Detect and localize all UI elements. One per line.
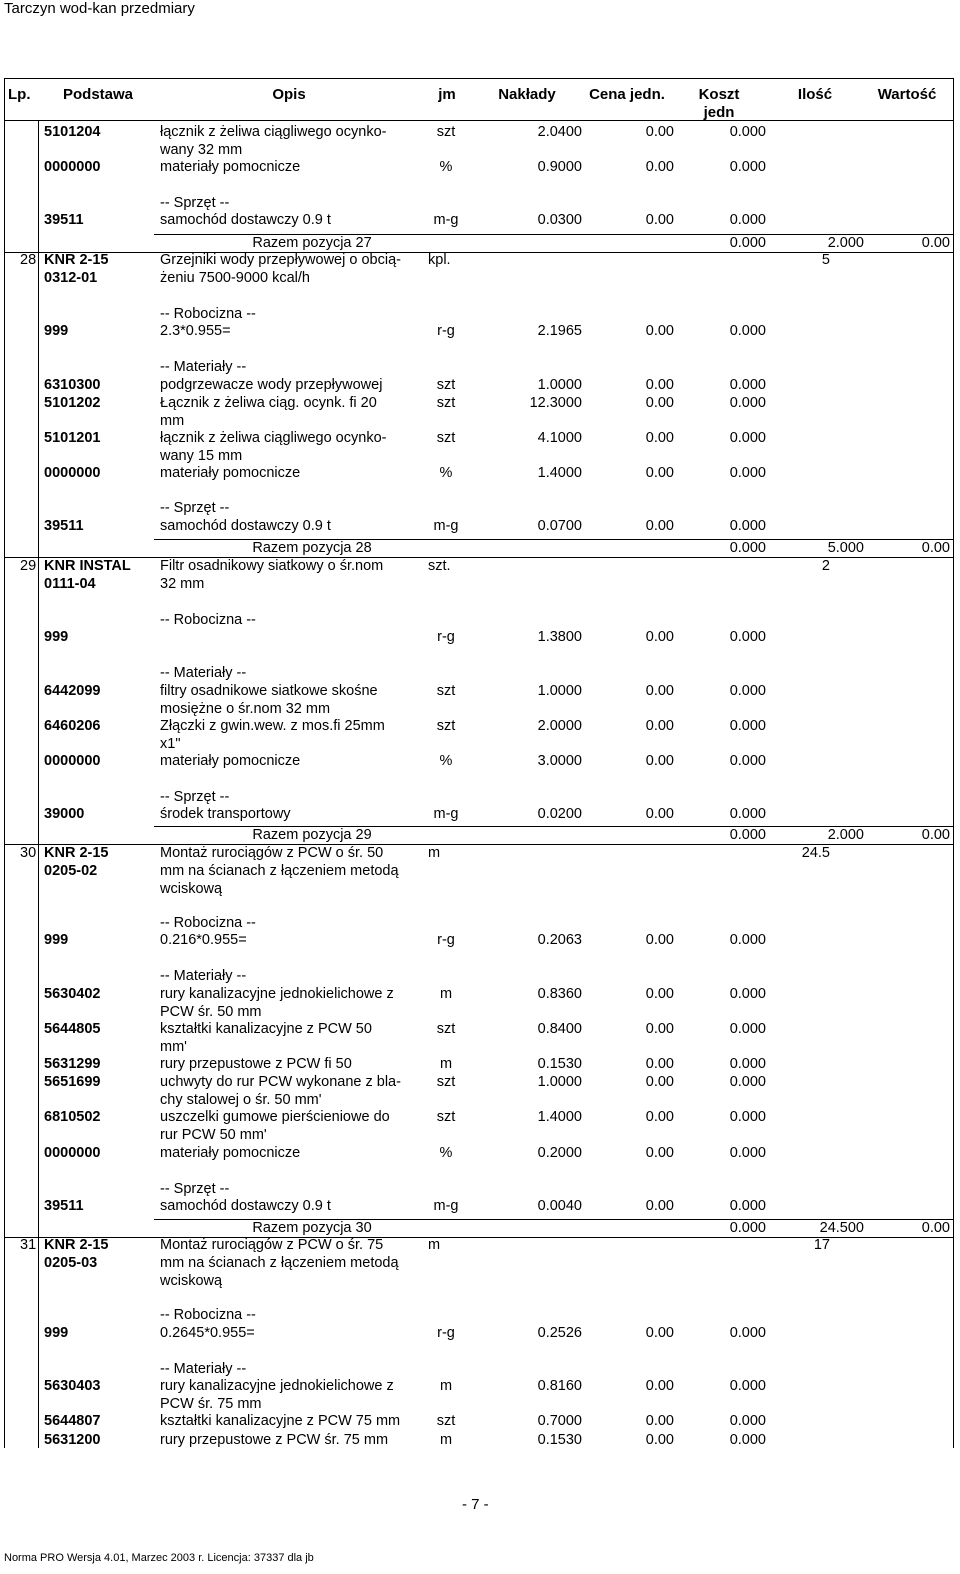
- position-lp: 29: [20, 558, 37, 574]
- position-base: KNR INSTAL: [44, 558, 131, 574]
- position-description: 32 mm: [160, 576, 205, 592]
- resource-description: rur PCW 50 mm': [160, 1127, 267, 1143]
- position-quantity: 17: [813, 1237, 830, 1253]
- resource-unit: m-g: [433, 806, 459, 822]
- resource-description: samochód dostawczy 0.9 t: [160, 1198, 331, 1214]
- header-lp: Lp.: [8, 86, 31, 103]
- resource-koszt: 0.000: [729, 753, 766, 769]
- position-sum-label: Razem pozycja 29: [252, 827, 372, 843]
- resource-koszt: 0.000: [729, 1109, 766, 1125]
- resource-description: uszczelki gumowe pierścieniowe do: [160, 1109, 390, 1125]
- resource-code: 6460206: [44, 718, 101, 734]
- resource-description: środek transportowy: [160, 806, 291, 822]
- resource-code: 5644805: [44, 1021, 101, 1037]
- resource-code: 0000000: [44, 1145, 101, 1161]
- resource-code: 5630402: [44, 986, 101, 1002]
- header-opis: Opis: [272, 86, 306, 103]
- position-description: Grzejniki wody przepływowej o obcią-: [160, 252, 401, 268]
- section-label: -- Robocizna --: [160, 1307, 256, 1323]
- resource-koszt: 0.000: [729, 1056, 766, 1072]
- resource-code: 5631299: [44, 1056, 101, 1072]
- resource-code: 6310300: [44, 377, 101, 393]
- table-top-border: [4, 78, 954, 79]
- resource-description: materiały pomocnicze: [160, 465, 301, 481]
- resource-description: materiały pomocnicze: [160, 159, 301, 175]
- resource-unit: szt: [436, 1021, 456, 1037]
- section-label: -- Sprzęt --: [160, 500, 230, 516]
- resource-koszt: 0.000: [729, 1378, 766, 1394]
- resource-description: 2.3*0.955=: [160, 323, 231, 339]
- position-sum-label: Razem pozycja 28: [252, 540, 372, 556]
- resource-cena: 0.00: [645, 1074, 674, 1090]
- resource-unit: r-g: [437, 629, 455, 645]
- resource-unit: m-g: [433, 212, 459, 228]
- resource-unit: m-g: [433, 1198, 459, 1214]
- resource-description: mm: [160, 413, 185, 429]
- page-number: - 7 -: [462, 1496, 489, 1513]
- resource-naklady: 0.1530: [537, 1432, 582, 1448]
- position-lp: 30: [20, 845, 37, 861]
- resource-naklady: 0.0040: [537, 1198, 582, 1214]
- resource-koszt: 0.000: [729, 159, 766, 175]
- header-bottom-border: [4, 120, 954, 121]
- resource-cena: 0.00: [645, 986, 674, 1002]
- resource-koszt: 0.000: [729, 1198, 766, 1214]
- resource-description: wany 15 mm: [160, 448, 243, 464]
- resource-description: rury przepustowe z PCW śr. 75 mm: [160, 1432, 389, 1448]
- resource-koszt: 0.000: [729, 430, 766, 446]
- position-description: mm na ścianach z łączeniem metodą: [160, 1255, 399, 1271]
- resource-code: 39511: [44, 518, 84, 534]
- sum-wartosc: 0.00: [921, 827, 950, 843]
- resource-code: 6810502: [44, 1109, 101, 1125]
- position-lp: 28: [20, 252, 37, 268]
- position-description: wciskową: [160, 881, 223, 897]
- resource-unit: m: [439, 1378, 453, 1394]
- position-sum-label: Razem pozycja 30: [252, 1220, 372, 1236]
- header-ilosc: Ilość: [797, 86, 833, 103]
- resource-cena: 0.00: [645, 1378, 674, 1394]
- section-label: -- Sprzęt --: [160, 789, 230, 805]
- resource-cena: 0.00: [645, 1145, 674, 1161]
- position-unit: m: [428, 845, 441, 861]
- resource-description: PCW śr. 50 mm: [160, 1004, 262, 1020]
- resource-koszt: 0.000: [729, 465, 766, 481]
- section-label: -- Sprzęt --: [160, 1181, 230, 1197]
- resource-cena: 0.00: [645, 377, 674, 393]
- resource-koszt: 0.000: [729, 718, 766, 734]
- resource-description: 0.2645*0.955=: [160, 1325, 255, 1341]
- resource-description: rury przepustowe z PCW fi 50: [160, 1056, 352, 1072]
- resource-naklady: 0.9000: [537, 159, 582, 175]
- sum-ilosc: 24.500: [819, 1220, 864, 1236]
- resource-unit: szt: [436, 124, 456, 140]
- resource-code: 5651699: [44, 1074, 101, 1090]
- resource-description: mosiężne o śr.nom 32 mm: [160, 701, 331, 717]
- resource-cena: 0.00: [645, 1198, 674, 1214]
- resource-unit: m: [439, 1432, 453, 1448]
- resource-code: 39511: [44, 212, 84, 228]
- resource-cena: 0.00: [645, 124, 674, 140]
- position-base: 0205-03: [44, 1255, 98, 1271]
- section-label: -- Robocizna --: [160, 915, 256, 931]
- sum-ilosc: 2.000: [827, 235, 864, 251]
- resource-code: 0000000: [44, 753, 101, 769]
- resource-code: 0000000: [44, 159, 101, 175]
- resource-code: 5644807: [44, 1413, 101, 1429]
- resource-naklady: 0.1530: [537, 1056, 582, 1072]
- resource-cena: 0.00: [645, 1109, 674, 1125]
- resource-naklady: 1.0000: [537, 683, 582, 699]
- resource-code: 5101201: [44, 430, 101, 446]
- resource-cena: 0.00: [645, 806, 674, 822]
- resource-description: kształtki kanalizacyjne z PCW 75 mm: [160, 1413, 401, 1429]
- resource-naklady: 0.0700: [537, 518, 582, 534]
- section-label: -- Sprzęt --: [160, 195, 230, 211]
- resource-unit: %: [439, 753, 453, 769]
- resource-cena: 0.00: [645, 1413, 674, 1429]
- resource-description: łącznik z żeliwa ciągliwego ocynko-: [160, 430, 387, 446]
- resource-description: rury kanalizacyjne jednokielichowe z: [160, 986, 394, 1002]
- position-description: Montaż rurociągów z PCW o śr. 75: [160, 1237, 384, 1253]
- position-description: mm na ścianach z łączeniem metodą: [160, 863, 399, 879]
- resource-code: 5631200: [44, 1432, 101, 1448]
- section-label: -- Robocizna --: [160, 612, 256, 628]
- resource-koszt: 0.000: [729, 1074, 766, 1090]
- footer-license: Norma PRO Wersja 4.01, Marzec 2003 r. Licencja: 37337 dla jb: [4, 1552, 314, 1564]
- position-lp: 31: [20, 1237, 37, 1253]
- resource-naklady: 0.2000: [537, 1145, 582, 1161]
- resource-code: 5101202: [44, 395, 101, 411]
- resource-naklady: 0.8360: [537, 986, 582, 1002]
- resource-cena: 0.00: [645, 1056, 674, 1072]
- resource-description: samochód dostawczy 0.9 t: [160, 212, 331, 228]
- sum-wartosc: 0.00: [921, 1220, 950, 1236]
- sum-wartosc: 0.00: [921, 540, 950, 556]
- resource-code: 999: [44, 323, 69, 339]
- resource-unit: szt: [436, 683, 456, 699]
- resource-description: kształtki kanalizacyjne z PCW 50: [160, 1021, 372, 1037]
- position-base: 0312-01: [44, 270, 98, 286]
- resource-cena: 0.00: [645, 753, 674, 769]
- resource-cena: 0.00: [645, 159, 674, 175]
- resource-naklady: 1.4000: [537, 1109, 582, 1125]
- resource-cena: 0.00: [645, 1021, 674, 1037]
- resource-unit: szt: [436, 395, 456, 411]
- resource-cena: 0.00: [645, 430, 674, 446]
- resource-cena: 0.00: [645, 683, 674, 699]
- resource-cena: 0.00: [645, 395, 674, 411]
- header-naklady: Nakłady: [498, 86, 556, 103]
- resource-description: rury kanalizacyjne jednokielichowe z: [160, 1378, 394, 1394]
- resource-unit: szt: [436, 718, 456, 734]
- resource-unit: m-g: [433, 518, 459, 534]
- resource-naklady: 2.0000: [537, 718, 582, 734]
- resource-naklady: 2.1965: [537, 323, 582, 339]
- resource-unit: %: [439, 465, 453, 481]
- resource-koszt: 0.000: [729, 323, 766, 339]
- resource-description: podgrzewacze wody przepływowej: [160, 377, 383, 393]
- resource-cena: 0.00: [645, 323, 674, 339]
- resource-unit: r-g: [437, 323, 455, 339]
- sum-koszt: 0.000: [729, 827, 766, 843]
- resource-naklady: 1.0000: [537, 1074, 582, 1090]
- position-base: KNR 2-15: [44, 252, 109, 268]
- resource-cena: 0.00: [645, 718, 674, 734]
- resource-cena: 0.00: [645, 1432, 674, 1448]
- resource-description: chy stalowej o śr. 50 mm': [160, 1092, 322, 1108]
- resource-koszt: 0.000: [729, 932, 766, 948]
- resource-unit: %: [439, 159, 453, 175]
- resource-cena: 0.00: [645, 518, 674, 534]
- header-wartosc: Wartość: [877, 86, 937, 103]
- position-description: żeniu 7500-9000 kcal/h: [160, 270, 310, 286]
- position-unit: m: [428, 1237, 441, 1253]
- resource-description: materiały pomocnicze: [160, 753, 301, 769]
- resource-description: uchwyty do rur PCW wykonane z bla-: [160, 1074, 401, 1090]
- resource-naklady: 0.8400: [537, 1021, 582, 1037]
- header-jm: jm: [438, 86, 456, 103]
- resource-naklady: 1.4000: [537, 465, 582, 481]
- header-koszt: Koszt: [698, 86, 740, 103]
- resource-naklady: 2.0400: [537, 124, 582, 140]
- resource-unit: szt: [436, 430, 456, 446]
- sum-koszt: 0.000: [729, 540, 766, 556]
- position-base: KNR 2-15: [44, 1237, 109, 1253]
- resource-koszt: 0.000: [729, 518, 766, 534]
- resource-unit: szt: [436, 1413, 456, 1429]
- table-left-border: [4, 78, 5, 1448]
- section-label: -- Robocizna --: [160, 306, 256, 322]
- position-base: KNR 2-15: [44, 845, 109, 861]
- resource-naklady: 0.2526: [537, 1325, 582, 1341]
- sum-ilosc: 5.000: [827, 540, 864, 556]
- position-description: Filtr osadnikowy siatkowy o śr.nom: [160, 558, 384, 574]
- resource-unit: m: [439, 986, 453, 1002]
- section-label: -- Materiały --: [160, 359, 247, 375]
- section-label: -- Materiały --: [160, 665, 247, 681]
- resource-cena: 0.00: [645, 932, 674, 948]
- table-right-border: [953, 78, 954, 1448]
- resource-code: 6442099: [44, 683, 101, 699]
- resource-koszt: 0.000: [729, 1325, 766, 1341]
- resource-unit: szt: [436, 1074, 456, 1090]
- resource-koszt: 0.000: [729, 986, 766, 1002]
- position-description: wciskową: [160, 1273, 223, 1289]
- resource-cena: 0.00: [645, 212, 674, 228]
- position-base: 0205-02: [44, 863, 98, 879]
- resource-code: 999: [44, 629, 69, 645]
- resource-description: PCW śr. 75 mm: [160, 1396, 262, 1412]
- position-description: Montaż rurociągów z PCW o śr. 50: [160, 845, 384, 861]
- resource-unit: szt: [436, 1109, 456, 1125]
- resource-koszt: 0.000: [729, 1432, 766, 1448]
- sum-ilosc: 2.000: [827, 827, 864, 843]
- resource-description: samochód dostawczy 0.9 t: [160, 518, 331, 534]
- resource-koszt: 0.000: [729, 1145, 766, 1161]
- header-koszt-jedn: jedn: [703, 104, 735, 121]
- position-unit: szt.: [428, 558, 451, 574]
- resource-cena: 0.00: [645, 465, 674, 481]
- resource-naklady: 3.0000: [537, 753, 582, 769]
- resource-description: 0.216*0.955=: [160, 932, 247, 948]
- resource-unit: r-g: [437, 932, 455, 948]
- resource-koszt: 0.000: [729, 377, 766, 393]
- resource-naklady: 0.0200: [537, 806, 582, 822]
- resource-description: wany 32 mm: [160, 142, 243, 158]
- resource-description: materiały pomocnicze: [160, 1145, 301, 1161]
- header-cena: Cena jedn.: [589, 86, 665, 103]
- resource-naklady: 1.0000: [537, 377, 582, 393]
- resource-naklady: 12.3000: [529, 395, 582, 411]
- section-label: -- Materiały --: [160, 968, 247, 984]
- resource-koszt: 0.000: [729, 1413, 766, 1429]
- resource-code: 999: [44, 932, 69, 948]
- resource-naklady: 0.0300: [537, 212, 582, 228]
- resource-unit: r-g: [437, 1325, 455, 1341]
- position-quantity: 2: [821, 558, 830, 574]
- position-quantity: 24.5: [801, 845, 830, 861]
- resource-unit: m: [439, 1056, 453, 1072]
- header-podstawa: Podstawa: [62, 86, 134, 103]
- resource-description: mm': [160, 1039, 187, 1055]
- position-unit: kpl.: [428, 252, 451, 268]
- position-quantity: 5: [821, 252, 830, 268]
- section-label: -- Materiały --: [160, 1361, 247, 1377]
- resource-koszt: 0.000: [729, 683, 766, 699]
- resource-cena: 0.00: [645, 1325, 674, 1341]
- resource-code: 999: [44, 1325, 69, 1341]
- resource-code: 5630403: [44, 1378, 101, 1394]
- resource-naklady: 0.8160: [537, 1378, 582, 1394]
- resource-naklady: 1.3800: [537, 629, 582, 645]
- resource-naklady: 0.7000: [537, 1413, 582, 1429]
- resource-code: 39000: [44, 806, 85, 822]
- resource-code: 39511: [44, 1198, 84, 1214]
- resource-description: Łącznik z żeliwa ciąg. ocynk. fi 20: [160, 395, 377, 411]
- resource-naklady: 4.1000: [537, 430, 582, 446]
- resource-description: łącznik z żeliwa ciągliwego ocynko-: [160, 124, 387, 140]
- resource-koszt: 0.000: [729, 212, 766, 228]
- resource-koszt: 0.000: [729, 806, 766, 822]
- resource-koszt: 0.000: [729, 1021, 766, 1037]
- resource-description: filtry osadnikowe siatkowe skośne: [160, 683, 378, 699]
- resource-description: Złączki z gwin.wew. z mos.fi 25mm: [160, 718, 385, 734]
- position-sum-label: Razem pozycja 27: [252, 235, 372, 251]
- resource-code: 0000000: [44, 465, 101, 481]
- resource-cena: 0.00: [645, 629, 674, 645]
- resource-unit: szt: [436, 377, 456, 393]
- sum-koszt: 0.000: [729, 1220, 766, 1236]
- sum-wartosc: 0.00: [921, 235, 950, 251]
- resource-description: x1": [160, 736, 181, 752]
- resource-unit: %: [439, 1145, 453, 1161]
- resource-code: 5101204: [44, 124, 101, 140]
- sum-koszt: 0.000: [729, 235, 766, 251]
- document-title: Tarczyn wod-kan przedmiary: [4, 0, 195, 17]
- resource-koszt: 0.000: [729, 395, 766, 411]
- resource-koszt: 0.000: [729, 124, 766, 140]
- resource-naklady: 0.2063: [537, 932, 582, 948]
- position-base: 0111-04: [44, 576, 96, 592]
- resource-koszt: 0.000: [729, 629, 766, 645]
